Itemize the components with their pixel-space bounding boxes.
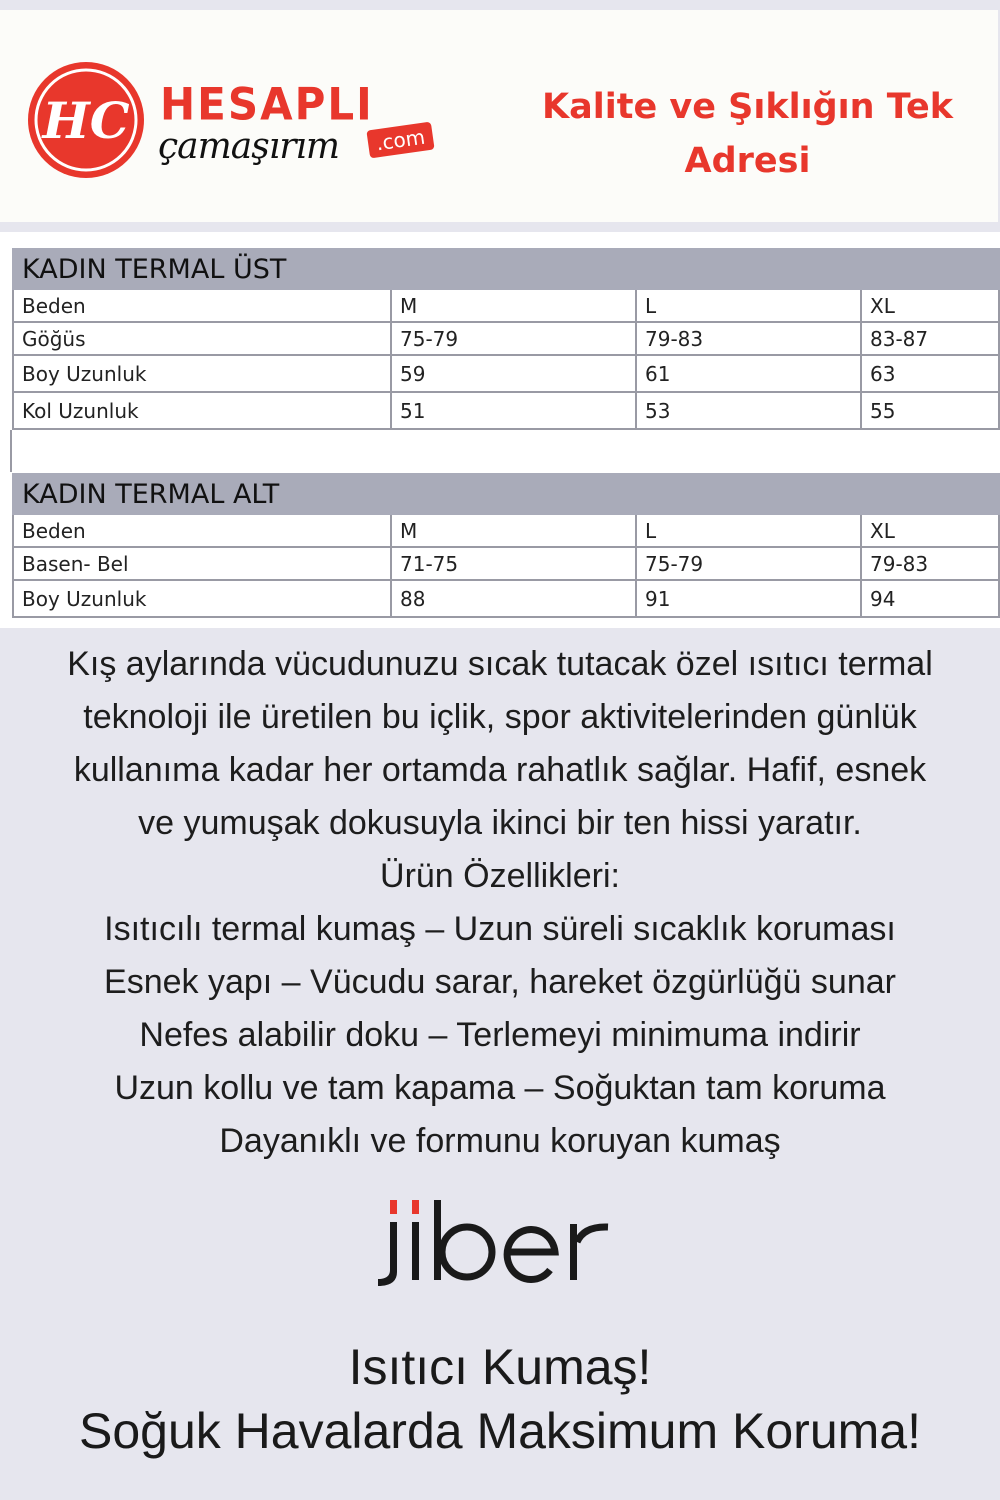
- table-row: [13, 514, 999, 547]
- table-row: [13, 289, 999, 322]
- tagline: [0, 1335, 1000, 1463]
- table-row: [13, 580, 999, 617]
- brand-name: HESAPLI: [160, 78, 374, 131]
- table-cell: 59: [391, 355, 636, 392]
- description-line: Kış aylarında vücudunuzu sıcak tutacak özel ısıtıcı termal: [67, 645, 933, 683]
- features-heading: Ürün Özellikleri:: [380, 857, 620, 895]
- brand-subname: çamaşırım: [158, 126, 340, 167]
- jiber-logo-text: jiber: [370, 1190, 372, 1191]
- feature-line: Esnek yapı – Vücudu sarar, hareket özgürlüğü sunar: [104, 963, 896, 1001]
- table-cell: M: [391, 289, 636, 322]
- table-cell: Beden: [13, 514, 391, 547]
- product-description: [0, 638, 1000, 1168]
- table-cell: 79-83: [636, 322, 861, 355]
- table-cell: 75-79: [636, 547, 861, 580]
- monogram-logo-icon: [28, 62, 144, 178]
- table-cell: 94: [861, 580, 999, 617]
- table-row: [13, 322, 999, 355]
- description-line: ve yumuşak dokusuyla ikinci bir ten hissi yaratır.: [138, 804, 862, 842]
- jiber-brand-logo: [370, 1190, 630, 1300]
- description-line: teknoloji ile üretilen bu içlik, spor aktivitelerinden günlük: [83, 698, 917, 736]
- table-cell: M: [391, 514, 636, 547]
- size-table-top: [12, 248, 1000, 430]
- table-title: KADIN TERMAL ALT: [13, 474, 999, 514]
- feature-line: Uzun kollu ve tam kapama – Soğuktan tam koruma: [114, 1069, 886, 1107]
- store-slogan: [520, 80, 975, 188]
- table-spacer: [10, 430, 1000, 472]
- table-cell: XL: [861, 289, 999, 322]
- table-title: KADIN TERMAL ÜST: [13, 249, 999, 289]
- table-cell: 53: [636, 392, 861, 429]
- table-cell: 55: [861, 392, 999, 429]
- table-cell: Basen- Bel: [13, 547, 391, 580]
- store-logo[interactable]: [28, 62, 448, 192]
- table-cell: Kol Uzunluk: [13, 392, 391, 429]
- table-cell: XL: [861, 514, 999, 547]
- table-row: [13, 355, 999, 392]
- size-table-bottom: [12, 473, 1000, 618]
- slogan-line: Adresi: [684, 141, 811, 181]
- feature-line: Dayanıklı ve formunu koruyan kumaş: [219, 1122, 781, 1160]
- table-cell: 88: [391, 580, 636, 617]
- tagline-line: Soğuk Havalarda Maksimum Koruma!: [79, 1403, 921, 1459]
- store-header: [0, 10, 998, 222]
- table-cell: 91: [636, 580, 861, 617]
- table-cell: 75-79: [391, 322, 636, 355]
- table-cell: L: [636, 514, 861, 547]
- feature-line: Isıtıcılı termal kumaş – Uzun süreli sıcaklık koruması: [104, 910, 896, 948]
- table-cell: Beden: [13, 289, 391, 322]
- table-cell: Boy Uzunluk: [13, 580, 391, 617]
- table-cell: 79-83: [861, 547, 999, 580]
- slogan-line: Kalite ve Şıklığın Tek: [542, 87, 953, 127]
- table-cell: 51: [391, 392, 636, 429]
- table-cell: 71-75: [391, 547, 636, 580]
- table-row: [13, 392, 999, 429]
- table-row: [13, 547, 999, 580]
- description-line: kullanıma kadar her ortamda rahatlık sağlar. Hafif, esnek: [73, 751, 927, 789]
- tagline-line: Isıtıcı Kumaş!: [348, 1339, 652, 1395]
- brand-domain-badge: .com: [366, 122, 434, 159]
- table-cell: 83-87: [861, 322, 999, 355]
- table-cell: L: [636, 289, 861, 322]
- table-cell: 63: [861, 355, 999, 392]
- table-cell: 61: [636, 355, 861, 392]
- feature-line: Nefes alabilir doku – Terlemeyi minimuma indirir: [139, 1016, 861, 1054]
- table-cell: Göğüs: [13, 322, 391, 355]
- logo-monogram: HC: [42, 91, 130, 150]
- table-cell: Boy Uzunluk: [13, 355, 391, 392]
- size-chart: [0, 232, 1000, 628]
